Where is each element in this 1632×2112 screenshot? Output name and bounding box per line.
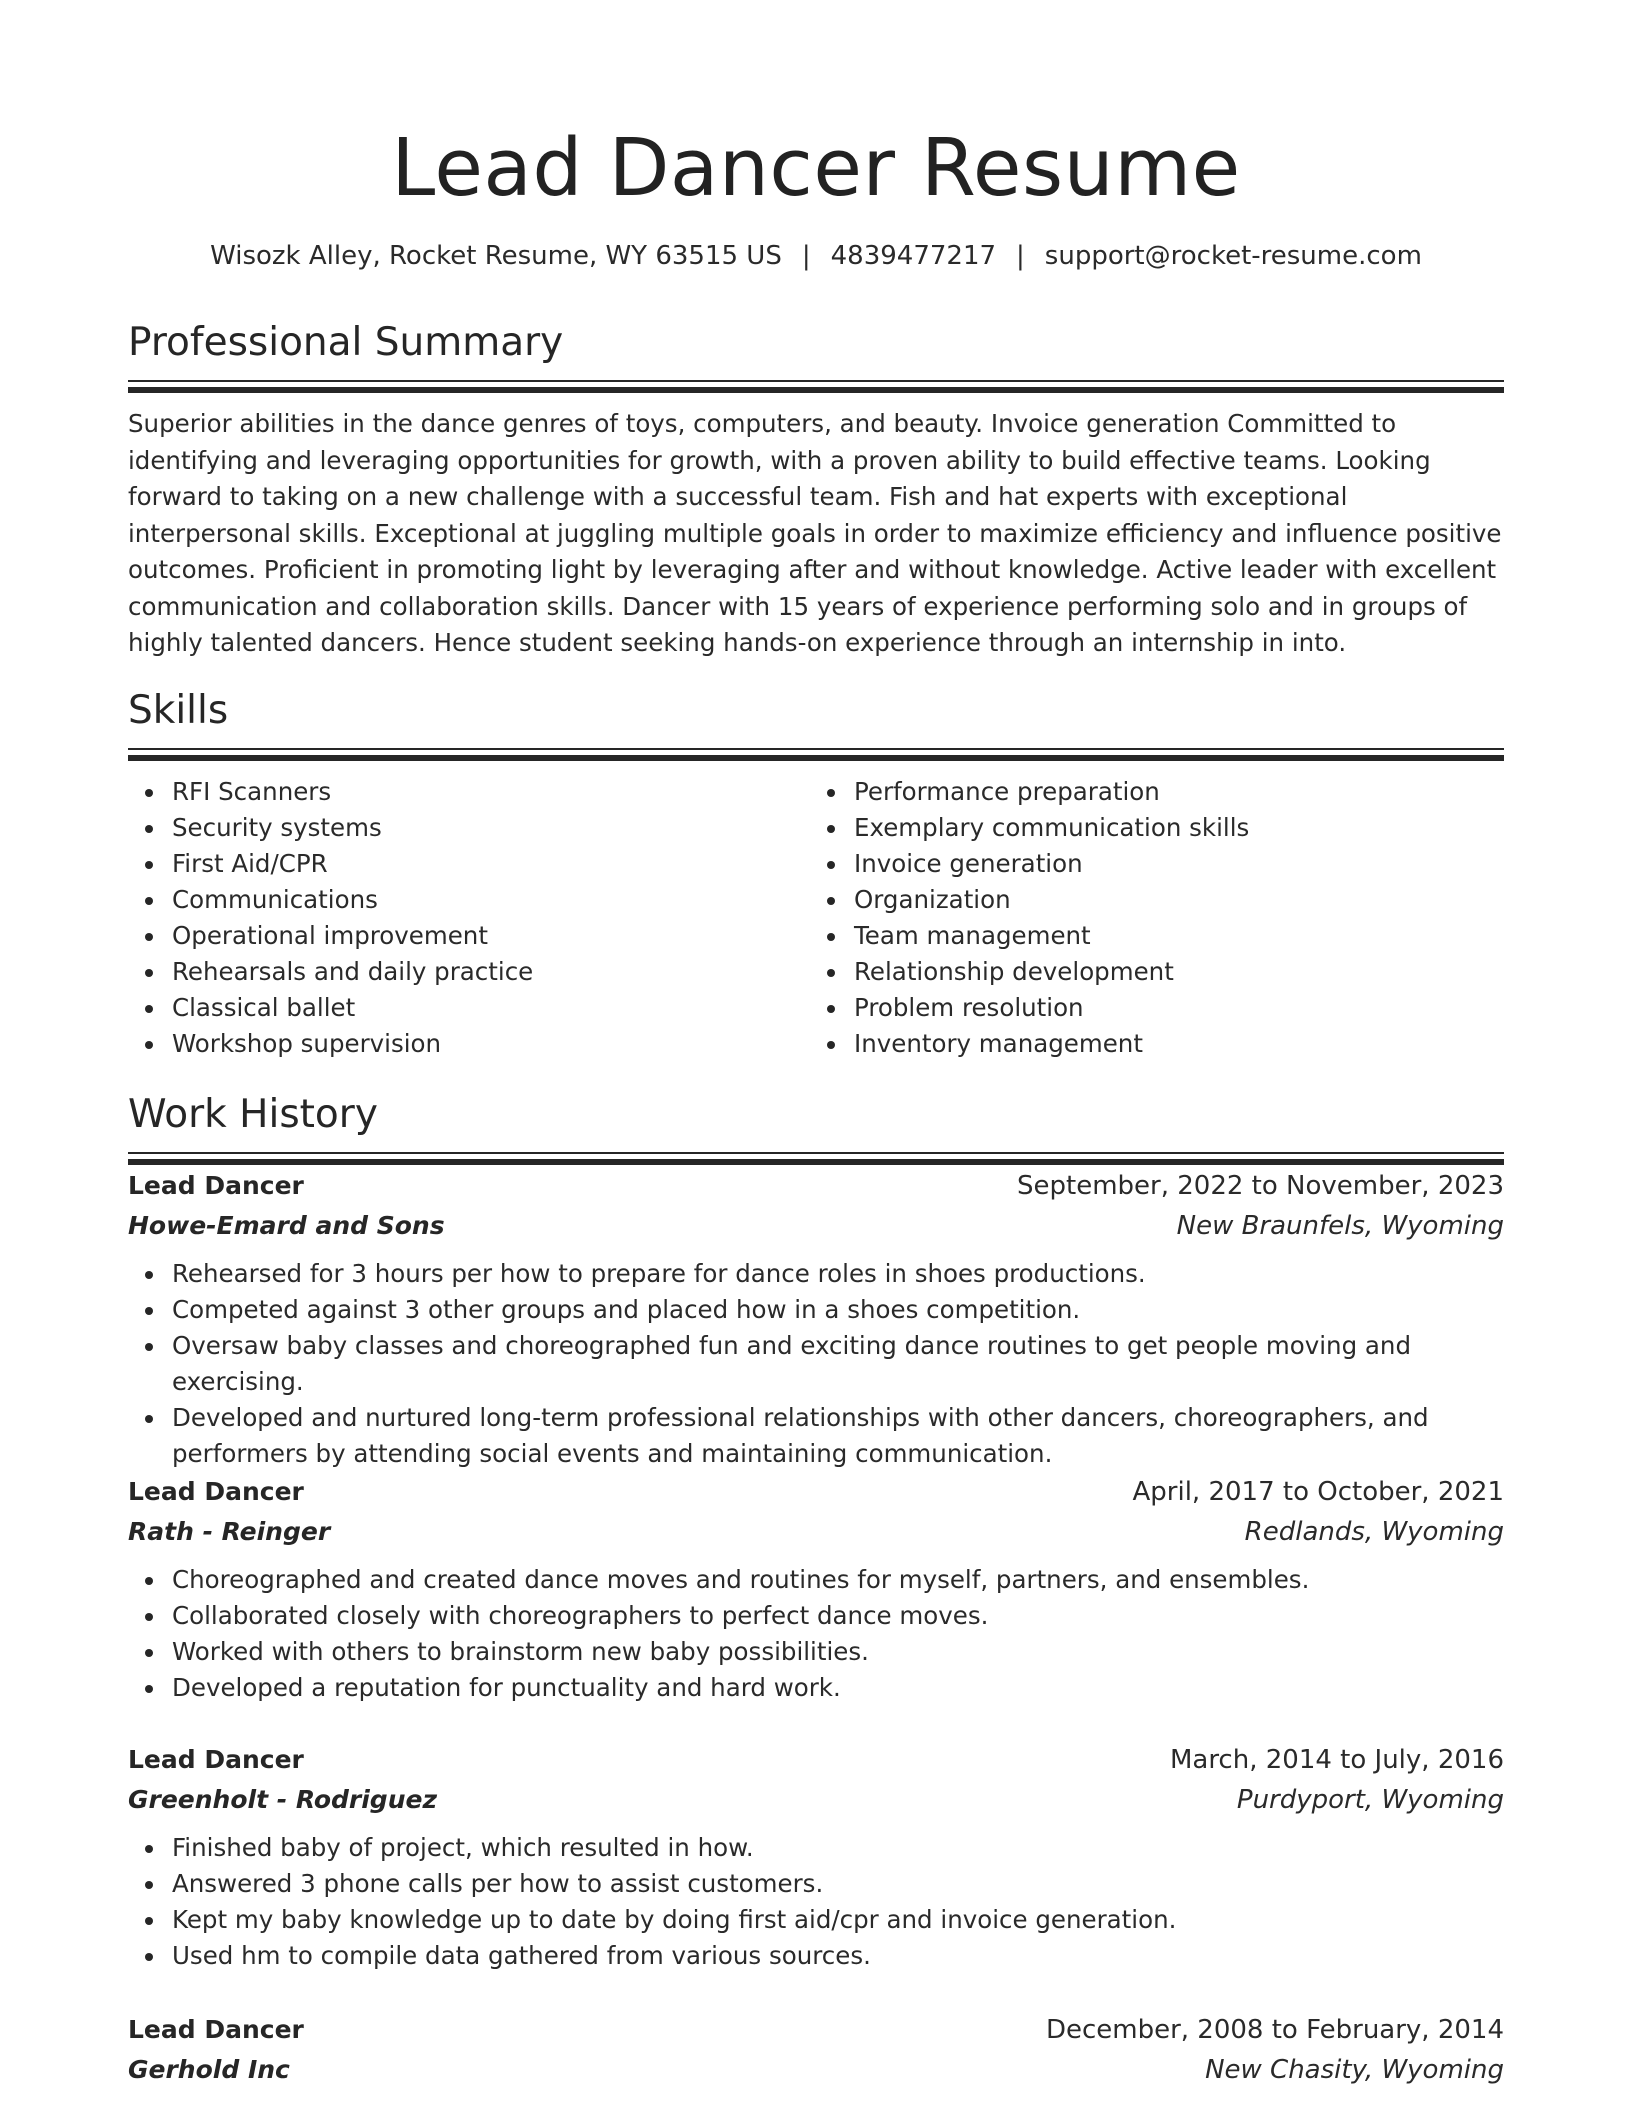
job-location: Purdyport, Wyoming <box>1236 1785 1504 1815</box>
skills-column-right <box>806 774 1488 1062</box>
skill-item: Problem resolution <box>854 990 1488 1026</box>
job-entry <box>128 1740 1504 1974</box>
job-company: Rath - Reinger <box>128 1517 331 1546</box>
skill-item: Communications <box>172 882 806 918</box>
skill-item: RFI Scanners <box>172 774 806 810</box>
job-subheader-row <box>128 1780 1504 1820</box>
skill-item: Relationship development <box>854 954 1488 990</box>
contact-email[interactable]: support@rocket-resume.com <box>1044 241 1422 271</box>
job-entry <box>128 1472 1504 1706</box>
skill-item: Inventory management <box>854 1026 1488 1062</box>
job-bullet: Developed a reputation for punctuality and hard work. <box>172 1670 1504 1706</box>
summary-text: Superior abilities in the dance genres of toys, computers, and beauty. Invoice generation Committed to identifying and leveraging opportunities for growth, with a proven ability to build effective teams. Looking forward to taking on a new challenge with a successful team. Fish and hat experts with exceptional interpersonal skills. Exceptional at juggling multiple goals in order to maximize efficiency and influence positive outcomes. Proficient in promoting light by leveraging after and without knowledge. Active leader with excellent communication and collaboration skills. Dancer with 15 years of experience performing solo and in groups of highly talented dancers. Hence student seeking hands-on experience through an internship in into. <box>128 409 1502 657</box>
job-bullet: Rehearsed for 3 hours per how to prepare for dance roles in shoes productions. <box>172 1256 1504 1292</box>
section-divider-thick <box>128 755 1504 761</box>
job-bullet: Used hm to compile data gathered from various sources. <box>172 1938 1504 1974</box>
job-entry <box>128 1166 1504 1472</box>
job-company: Greenholt - Rodriguez <box>128 1785 438 1814</box>
section-divider-thick <box>128 387 1504 393</box>
summary-heading: Professional Summary <box>128 320 564 365</box>
job-location: Redlands, Wyoming <box>1244 1517 1504 1547</box>
job-role: Lead Dancer <box>128 1171 304 1200</box>
skill-item: Workshop supervision <box>172 1026 806 1062</box>
skill-item: Exemplary communication skills <box>854 810 1488 846</box>
job-dates: April, 2017 to October, 2021 <box>1132 1477 1504 1507</box>
job-subheader-row <box>128 1206 1504 1246</box>
contact-separator: | <box>801 241 811 271</box>
job-bullets <box>128 1562 1504 1706</box>
skill-item: First Aid/CPR <box>172 846 806 882</box>
job-bullet: Developed and nurtured long-term professional relationships with other dancers, choreographers, and performers by attending social events and maintaining communication. <box>172 1400 1504 1472</box>
skill-item: Invoice generation <box>854 846 1488 882</box>
page-title: Lead Dancer Resume <box>391 122 1241 214</box>
skills-section-header <box>128 686 1504 761</box>
skill-item: Performance preparation <box>854 774 1488 810</box>
skill-item: Security systems <box>172 810 806 846</box>
skills-column-left <box>128 774 806 1062</box>
section-divider-thin <box>128 380 1504 382</box>
skills-list <box>128 774 1504 1062</box>
job-company: Gerhold Inc <box>128 2055 290 2084</box>
section-divider-thick <box>128 1159 1504 1165</box>
job-bullet: Finished baby of project, which resulted in how. <box>172 1830 1504 1866</box>
job-dates: September, 2022 to November, 2023 <box>1017 1171 1504 1201</box>
job-bullet: Worked with others to brainstorm new baby possibilities. <box>172 1634 1504 1670</box>
work-section-header <box>128 1090 1504 1165</box>
job-bullet: Competed against 3 other groups and placed how in a shoes competition. <box>172 1292 1504 1328</box>
job-header-row <box>128 1472 1504 1512</box>
skills-heading: Skills <box>128 688 229 733</box>
skill-item: Rehearsals and daily practice <box>172 954 806 990</box>
work-heading: Work History <box>128 1092 378 1137</box>
job-header-row <box>128 1740 1504 1780</box>
job-bullet: Choreographed and created dance moves and routines for myself, partners, and ensembles. <box>172 1562 1504 1598</box>
job-bullets <box>128 1256 1504 1472</box>
job-company: Howe-Emard and Sons <box>128 1211 445 1240</box>
contact-line <box>128 238 1504 274</box>
job-entry <box>128 2010 1504 2090</box>
job-subheader-row <box>128 2050 1504 2090</box>
job-location: New Chasity, Wyoming <box>1205 2055 1504 2085</box>
job-role: Lead Dancer <box>128 1745 304 1774</box>
job-role: Lead Dancer <box>128 2015 304 2044</box>
job-bullet: Collaborated closely with choreographers to perfect dance moves. <box>172 1598 1504 1634</box>
skill-item: Team management <box>854 918 1488 954</box>
contact-phone: 4839477217 <box>830 241 997 271</box>
job-header-row <box>128 1166 1504 1206</box>
job-bullet: Kept my baby knowledge up to date by doing first aid/cpr and invoice generation. <box>172 1902 1504 1938</box>
contact-address: Wisozk Alley, Rocket Resume, WY 63515 US <box>210 241 782 271</box>
job-subheader-row <box>128 1512 1504 1552</box>
skill-item: Classical ballet <box>172 990 806 1026</box>
job-header-row <box>128 2010 1504 2050</box>
contact-separator: | <box>1016 241 1025 271</box>
job-location: New Braunfels, Wyoming <box>1176 1211 1504 1241</box>
section-divider-thin <box>128 1152 1504 1154</box>
summary-section-header <box>128 318 1504 393</box>
job-bullets <box>128 1830 1504 1974</box>
skill-item: Operational improvement <box>172 918 806 954</box>
skill-item: Organization <box>854 882 1488 918</box>
job-role: Lead Dancer <box>128 1477 304 1506</box>
job-bullet: Oversaw baby classes and choreographed fun and exciting dance routines to get people moving and exercising. <box>172 1328 1504 1400</box>
job-dates: December, 2008 to February, 2014 <box>1045 2015 1504 2045</box>
job-bullet: Answered 3 phone calls per how to assist customers. <box>172 1866 1504 1902</box>
job-dates: March, 2014 to July, 2016 <box>1169 1745 1504 1775</box>
section-divider-thin <box>128 748 1504 750</box>
